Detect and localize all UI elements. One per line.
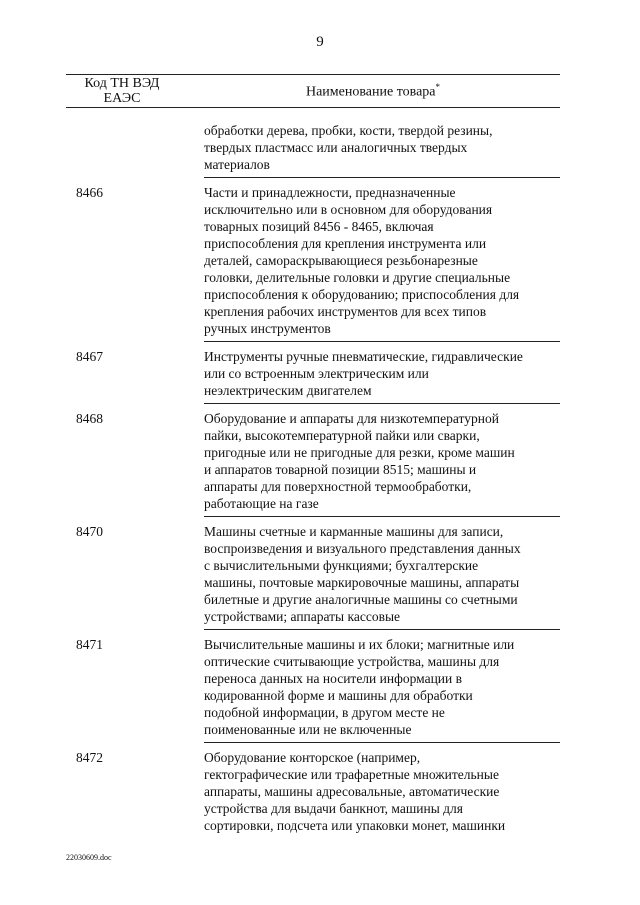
description-line: гектографические или трафаретные множительные (204, 767, 499, 782)
description-line: неэлектрическим двигателем (204, 383, 372, 398)
header-name-text: Наименование товара (305, 84, 436, 100)
description-line: или со встроенным электрическим или (204, 366, 429, 381)
table-row (66, 410, 560, 523)
table-row (66, 749, 560, 844)
description-line: обработки дерева, пробки, кости, твердой резины, (204, 123, 493, 138)
description-line: воспроизведения и визуального представления данных (204, 541, 521, 556)
description-line: головки, делительные головки и другие специальные (204, 270, 511, 285)
description-line: с вычислительными функциями; бухгалтерские (204, 558, 479, 573)
header-code (66, 76, 178, 106)
goods-table (66, 74, 560, 844)
description-line: приспособления к оборудованию; приспособления для (204, 287, 520, 302)
goods-description (204, 122, 560, 178)
header-code-line1: Код ТН ВЭД (84, 76, 160, 91)
description-line: сортировки, подсчета или упаковки монет, машинки (204, 818, 506, 833)
hs-code: 8467 (76, 349, 103, 364)
description-line: поименованные или не включенные (204, 722, 412, 737)
goods-description (204, 348, 560, 404)
description-line: кодированной форме и машины для обработки (204, 688, 473, 703)
description-line: пайки, высокотемпературной пайки или сварки, (204, 428, 480, 443)
description-line: Инструменты ручные пневматические, гидравлические (204, 349, 523, 364)
description-line: переноса данных на носители информации в (204, 671, 463, 686)
description-line: билетные и другие аналогичные машины со счетными (204, 592, 518, 607)
table-row (66, 523, 560, 636)
hs-code (66, 122, 204, 184)
description-line: Части и принадлежности, предназначенные (204, 185, 456, 200)
goods-description (204, 410, 560, 517)
description-line: материалов (204, 157, 270, 172)
table-row (66, 122, 560, 184)
hs-code: 8470 (76, 524, 103, 539)
description-line: подобной информации, в другом месте не (204, 705, 445, 720)
table-row (66, 636, 560, 749)
goods-description (204, 184, 560, 342)
header-name (178, 82, 560, 101)
description-line: Оборудование конторское (например, (204, 750, 421, 765)
description-line: пригодные или не пригодные для резки, кроме машин (204, 445, 515, 460)
table-row (66, 184, 560, 348)
description-line: приспособления для крепления инструмента или (204, 236, 487, 251)
footnote-mark: * (435, 81, 440, 92)
page-number: 9 (316, 34, 324, 50)
hs-code: 8466 (76, 185, 103, 200)
description-line: работающие на газе (204, 496, 319, 511)
description-line: машины, почтовые маркировочные машины, аппараты (204, 575, 520, 590)
description-line: и аппаратов товарной позиции 8515; машины и (204, 462, 477, 477)
table-body (66, 122, 560, 844)
description-line: Оборудование и аппараты для низкотемпературной (204, 411, 499, 426)
description-line: аппараты для поверхностной термообработки, (204, 479, 472, 494)
description-line: оптические считывающие устройства, машины для (204, 654, 500, 669)
description-line: твердых пластмасс или аналогичных твердых (204, 140, 468, 155)
table-header (66, 74, 560, 108)
goods-description (204, 749, 560, 838)
description-line: аппараты, машины адресовальные, автоматические (204, 784, 500, 799)
goods-description (204, 636, 560, 743)
description-line: устройствами; аппараты кассовые (204, 609, 401, 624)
hs-code: 8472 (76, 750, 103, 765)
table-row (66, 348, 560, 410)
description-line: Машины счетные и карманные машины для записи, (204, 524, 504, 539)
header-code-line2: ЕАЭС (103, 91, 141, 106)
hs-code: 8468 (76, 411, 103, 426)
description-line: деталей, самораскрывающиеся резьбонарезные (204, 253, 478, 268)
description-line: товарных позиций 8456 - 8465, включая (204, 219, 434, 234)
description-line: Вычислительные машины и их блоки; магнитные или (204, 637, 515, 652)
description-line: исключительно или в основном для оборудования (204, 202, 493, 217)
description-line: крепления рабочих инструментов для всех типов (204, 304, 487, 319)
hs-code: 8471 (76, 637, 103, 652)
goods-description (204, 523, 560, 630)
description-line: ручных инструментов (204, 321, 331, 336)
file-name: 22030609.doc (66, 853, 112, 862)
description-line: устройства для выдачи банкнот, машины для (204, 801, 463, 816)
